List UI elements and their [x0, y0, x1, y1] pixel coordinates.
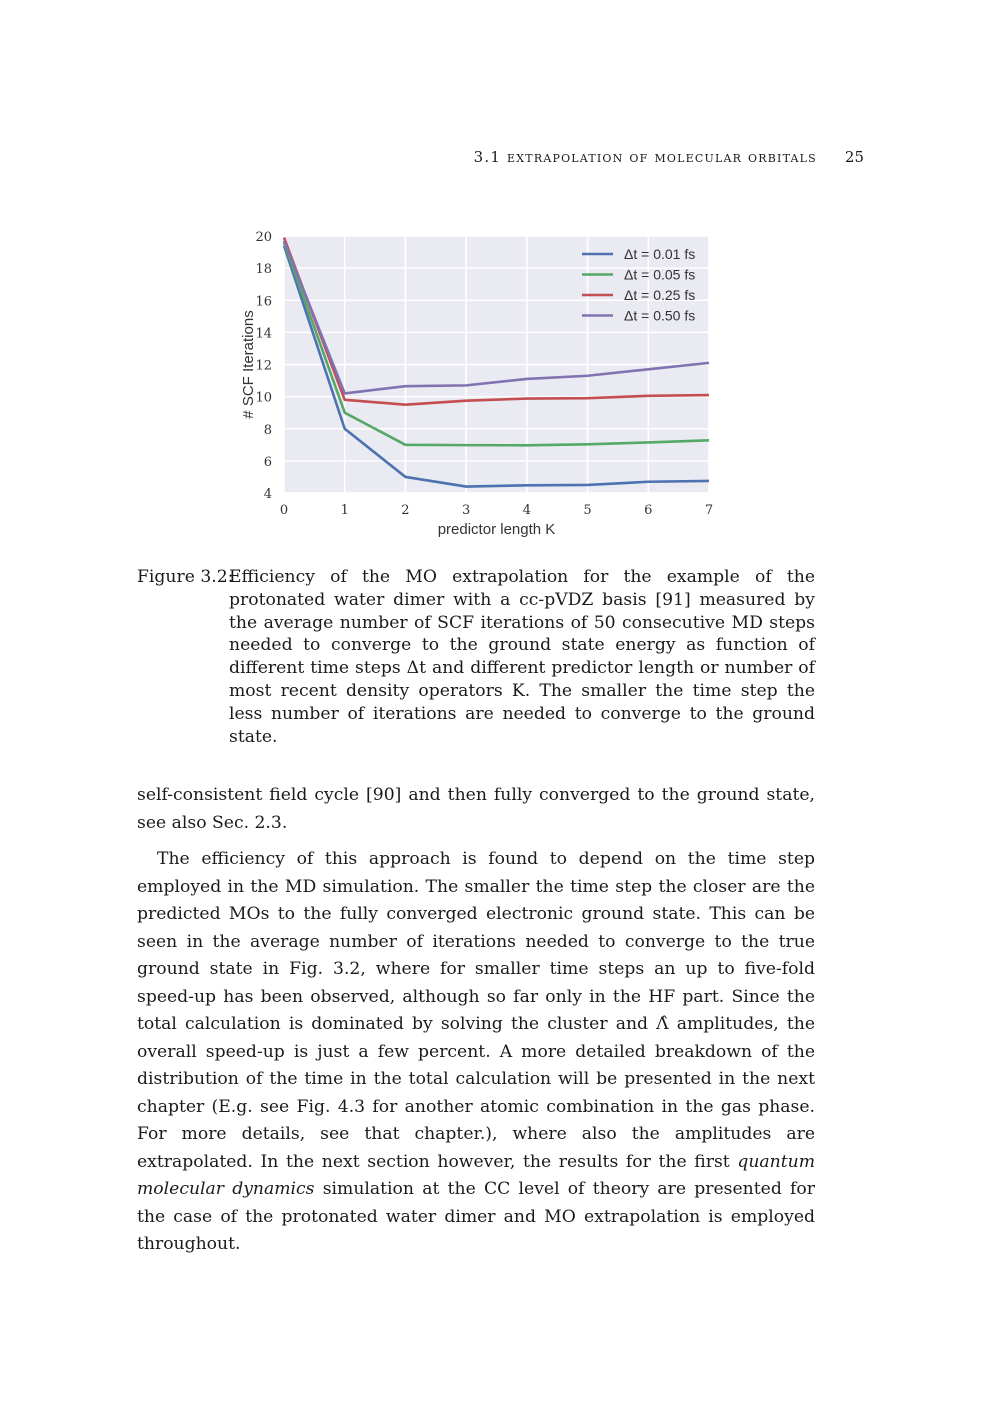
legend-label: Δt = 0.25 fs	[624, 287, 696, 303]
figure-caption	[137, 566, 815, 748]
scf-iterations-chart	[230, 222, 730, 542]
x-tick-label: 4	[522, 503, 531, 518]
paragraph-1: self-consistent field cycle [90] and then fully converged to the ground state, see also Sec. 2.3.	[137, 785, 815, 833]
x-tick-label: 5	[583, 503, 592, 518]
paragraph-2-start: The efficiency of this approach is found to depend on the time step employed in the MD simulation. The smaller the time step the closer are the predicted MOs to the fully converged electronic ground state. This can be seen in the average number of iterations needed to converge to the true ground state in Fig. 3.2, where for smaller time steps an up to five-fold speed-up has been observed, although so far only in the HF part. Since the total calculation is dominated by solving the cluster and Λ̂ amplitudes, the overall speed-up is just a few percent. A more detailed breakdown of the distribution of the time in the total calculation will be presented in the next chapter (E.g. see Fig. 4.3 for another atomic combination in the gas phase. For more details, see that chapter.), where also the amplitudes are extrapolated. In the next section however, the results for the first	[137, 849, 815, 1172]
y-tick-label: 10	[255, 390, 272, 406]
legend-label: Δt = 0.05 fs	[624, 266, 696, 283]
page-number: 25	[844, 148, 864, 166]
x-tick-label: 2	[401, 503, 410, 518]
y-tick-label: 12	[255, 358, 272, 374]
y-tick-label: 20	[255, 230, 272, 245]
paragraph-2	[137, 846, 815, 1259]
y-tick-label: 4	[263, 487, 272, 502]
x-tick-label: 1	[340, 503, 349, 518]
y-tick-label: 16	[255, 294, 272, 310]
caption-label: Figure 3.2:	[137, 567, 234, 587]
paragraph-2-emphasis: quantum molecular dynamics	[137, 1151, 815, 1199]
legend-label: Δt = 0.01 fs	[624, 246, 696, 262]
caption-text: Efficiency of the MO extrapolation for the example of the protonated water dimer with a cc-pVDZ basis [91] measured by the average number of SCF iterations of 50 consecutive MD steps needed to converge to the ground state energy as function of different time steps Δt and different predictor length or number of most recent density operators K. The smaller the time step the less number of iterations are needed to converge to the ground state.	[229, 567, 815, 747]
section-title: 3.1 extrapolation of molecular orbitals	[473, 148, 817, 166]
running-head	[0, 148, 864, 166]
x-tick-label: 7	[704, 503, 714, 518]
paragraph-2-end: simulation at the CC level of theory are presented for the case of the protonated water dimer and MO extrapolation is employed throughout.	[137, 1179, 815, 1254]
x-tick-label: 6	[644, 503, 653, 518]
y-tick-label: 14	[255, 326, 272, 342]
y-tick-label: 8	[263, 422, 272, 438]
y-tick-label: 6	[263, 454, 272, 470]
y-axis-label: # SCF Iterations	[240, 310, 257, 419]
x-tick-label: 3	[462, 503, 471, 518]
body-text	[137, 782, 815, 1268]
y-tick-label: 18	[255, 262, 272, 278]
x-tick-label: 0	[279, 503, 289, 518]
legend-label: Δt = 0.50 fs	[624, 307, 696, 324]
x-axis-label: predictor length K	[437, 521, 556, 538]
